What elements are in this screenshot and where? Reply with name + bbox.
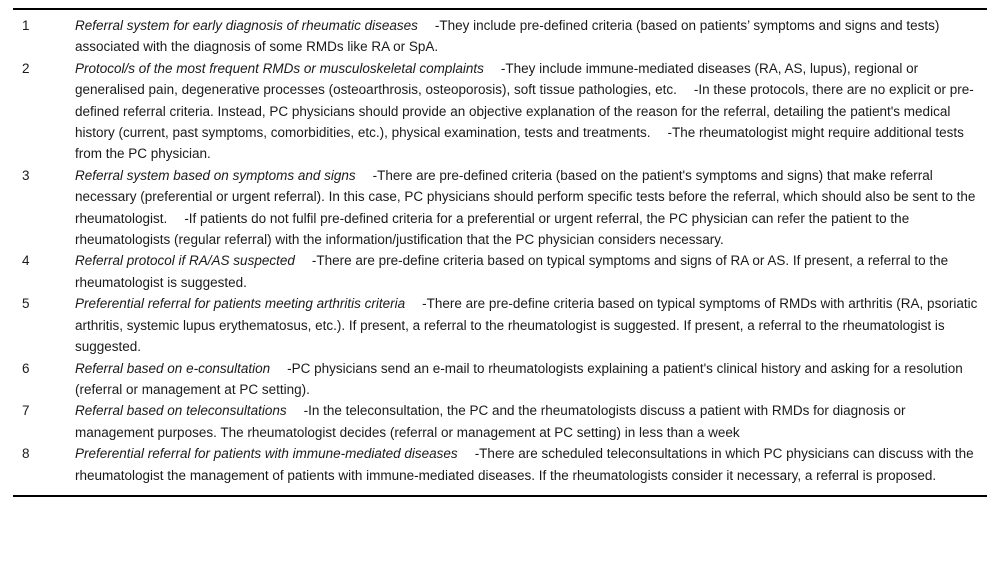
row-number: 3	[22, 167, 30, 183]
description-segment: -If patients do not fulfil pre-defined criteria for a preferential or urgent referral, the PC physician can refer the patient to the rheumatologists (regular referral) with the information/justification that the PC physician considers necessary.	[75, 210, 910, 248]
table-body	[13, 15, 987, 486]
description-segment: -The rheumatologist might require additional tests from the PC physician.	[75, 125, 964, 162]
row-number: 6	[22, 360, 30, 376]
description-segment: -There are pre-define criteria based on typical symptoms of RMDs with arthritis (RA, psoriatic arthritis, systemic lupus erythematosus, etc.). If present, a referral to the rheumatologist is suggested. If present, a referral to the rheumatologist is suggested.	[75, 296, 978, 355]
row-title: Referral based on teleconsultations	[75, 403, 287, 419]
row-title: Referral based on e-consultation	[75, 360, 271, 376]
description-segment: -PC physicians send an e-mail to rheumatologists explaining a patient's clinical history and asking for a resolution (referral or management at PC setting).	[75, 360, 963, 397]
row-title: Referral system for early diagnosis of rheumatic diseases	[75, 18, 418, 33]
row-content	[75, 15, 987, 58]
row-number: 7	[22, 403, 30, 419]
row-number: 5	[22, 296, 30, 312]
row-content	[75, 58, 987, 165]
description-segment: -They include pre-defined criteria (based on patients’ symptoms and signs and tests) associated with the diagnosis of some RMDs like RA or SpA.	[75, 18, 940, 55]
row-content	[75, 443, 987, 486]
row-number: 4	[22, 253, 30, 269]
row-title: Preferential referral for patients meeting arthritis criteria	[75, 296, 406, 312]
description-segment: -There are scheduled teleconsultations in which PC physicians can discuss with the rheumatologist the management of patients with immune-mediated diseases. If the rheumatologists consider it necessary, a referral is proposed.	[75, 446, 974, 483]
row-content	[75, 400, 987, 443]
row-title: Preferential referral for patients with immune-mediated diseases	[75, 446, 458, 462]
row-title: Protocol/s of the most frequent RMDs or musculoskeletal complaints	[75, 60, 484, 76]
row-number: 1	[22, 18, 30, 33]
description-segment: -There are pre-define criteria based on typical symptoms and signs of RA or AS. If present, a referral to the rheumatologist is suggested.	[75, 253, 949, 290]
description-segment: -In these protocols, there are no explicit or pre-defined referral criteria. Instead, PC physicians should provide an objective explanation of the reason for the referral, detailing the patient's medical history (current, past symptoms, comorbidities, etc.), physical examination, tests and treatments.	[75, 82, 974, 141]
description-segment: -They include immune-mediated diseases (RA, AS, lupus), regional or generalised pain, degenerative processes (osteoarthrosis, osteoporosis), soft tissue pathologies, etc.	[75, 60, 919, 98]
row-number: 2	[22, 60, 30, 76]
table-row	[13, 358, 987, 401]
table-row	[13, 165, 987, 251]
table-row	[13, 250, 987, 293]
referral-systems-table	[13, 8, 987, 497]
table-row	[13, 293, 987, 357]
table-row	[13, 443, 987, 486]
row-content	[75, 250, 987, 293]
description-segment: -In the teleconsultation, the PC and the rheumatologists discuss a patient with RMDs for diagnosis or management purposes. The rheumatologist decides (referral or management at PC setting) in less than a week	[75, 403, 906, 440]
row-content	[75, 358, 987, 401]
table-row	[13, 58, 987, 165]
table-row	[13, 400, 987, 443]
row-number: 8	[22, 446, 30, 462]
row-content	[75, 165, 987, 251]
row-title: Referral system based on symptoms and signs	[75, 167, 356, 183]
description-segment: -There are pre-defined criteria (based on the patient's symptoms and signs) that make referral necessary (preferential or urgent referral). In this case, PC physicians should perform specific tests before the referral, which should also be sent to the rheumatologist.	[75, 167, 976, 226]
row-content	[75, 293, 987, 357]
table-row	[13, 15, 987, 58]
row-title: Referral protocol if RA/AS suspected	[75, 253, 295, 269]
